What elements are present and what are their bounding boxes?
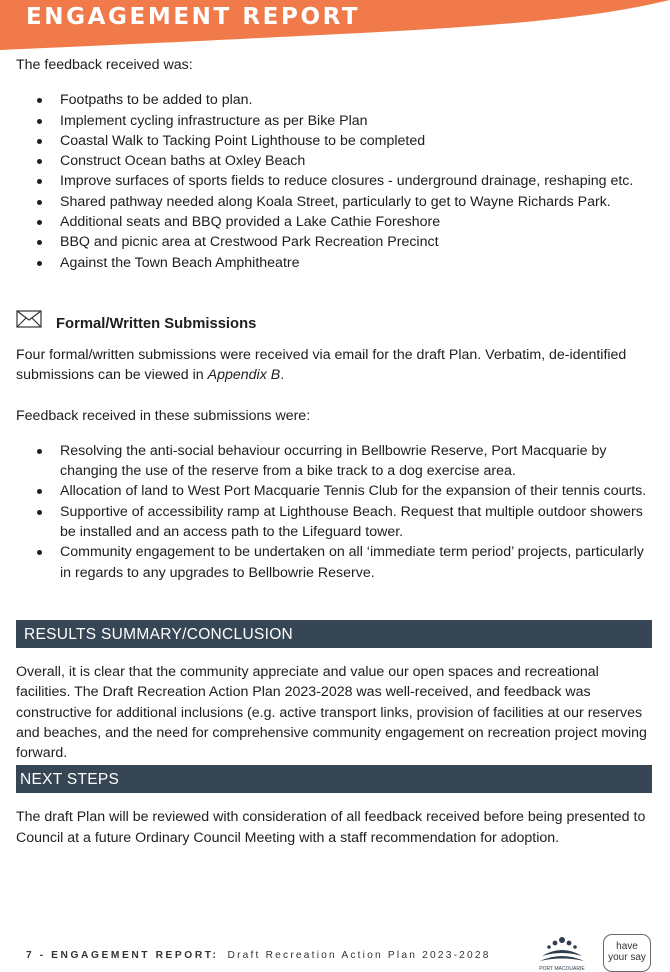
next-steps-text: The draft Plan will be reviewed with consideration of all feedback received before being presented to Council at a future Ordinary Council Meeting with a staff recommendation for adoption. [16, 809, 646, 846]
council-logo-text: PORT MACQUARIE [539, 966, 585, 970]
next-steps-banner: NEXT STEPS [16, 765, 652, 793]
submissions-heading: Formal/Written Submissions [56, 315, 257, 332]
submissions-list [16, 441, 652, 583]
submissions-feedback-intro: Feedback received in these submissions were: [16, 407, 311, 424]
footer-page-label: 7 - ENGAGEMENT REPORT: [26, 950, 219, 961]
page-footer [26, 950, 491, 961]
list-item: Against the Town Beach Amphitheatre [16, 253, 652, 273]
results-text: Overall, it is clear that the community appreciate and value our open spaces and recreational facilities. The Draft Recreation Action Plan 2023-2028 was well-received, and feedback was constructive for additional inclusions (e.g. active transport links, provision of facilities at our reserves and beaches, and the need for comprehensive community engagement on recreation project moving forward. [16, 663, 647, 762]
envelope-icon [16, 310, 42, 328]
footer-doc-title: Draft Recreation Action Plan 2023-2028 [227, 950, 491, 961]
submissions-text: Four formal/written submissions were received via email for the draft Plan. Verbatim, de-identified submissions can be viewed in [16, 346, 627, 384]
appendix-reference: Appendix B [207, 367, 281, 384]
feedback-list [16, 90, 652, 273]
submissions-text-end: . [280, 367, 285, 384]
list-item: Resolving the anti-social behaviour occurring in Bellbowrie Reserve, Port Macquarie by changing the use of the reserve from a bike track to a dog exercise area. [16, 441, 652, 482]
submissions-paragraph [16, 345, 652, 386]
results-banner: RESULTS SUMMARY/CONCLUSION [16, 620, 652, 648]
list-item: Footpaths to be added to plan. [16, 90, 652, 110]
main-content [16, 55, 652, 848]
have-your-say-logo [603, 934, 651, 972]
list-item: Community engagement to be undertaken on all ‘immediate term period’ projects, particularly in regards to any upgrades to Bellbowrie Reserve. [16, 542, 652, 583]
list-item: Allocation of land to West Port Macquarie Tennis Club for the expansion of their tennis courts. [16, 481, 652, 501]
council-logo [536, 934, 588, 970]
list-item: Coastal Walk to Tacking Point Lighthouse to be completed [16, 131, 652, 151]
list-item: Construct Ocean baths at Oxley Beach [16, 151, 652, 171]
have-your-say-line1: have [616, 941, 638, 952]
page-title: ENGAGEMENT REPORT [26, 4, 361, 30]
list-item: Improve surfaces of sports fields to reduce closures - underground drainage, reshaping etc. [16, 171, 652, 191]
list-item: BBQ and picnic area at Crestwood Park Recreation Precinct [16, 232, 652, 252]
submissions-heading-row [16, 310, 652, 336]
list-item: Supportive of accessibility ramp at Lighthouse Beach. Request that multiple outdoor showers be installed and an access path to the Lifeguard tower. [16, 502, 652, 543]
have-your-say-line2: your say [608, 952, 646, 963]
feedback-intro: The feedback received was: [16, 57, 193, 73]
list-item: Implement cycling infrastructure as per Bike Plan [16, 111, 652, 131]
list-item: Additional seats and BBQ provided a Lake Cathie Foreshore [16, 212, 652, 232]
list-item: Shared pathway needed along Koala Street, particularly to get to Wayne Richards Park. [16, 192, 652, 212]
